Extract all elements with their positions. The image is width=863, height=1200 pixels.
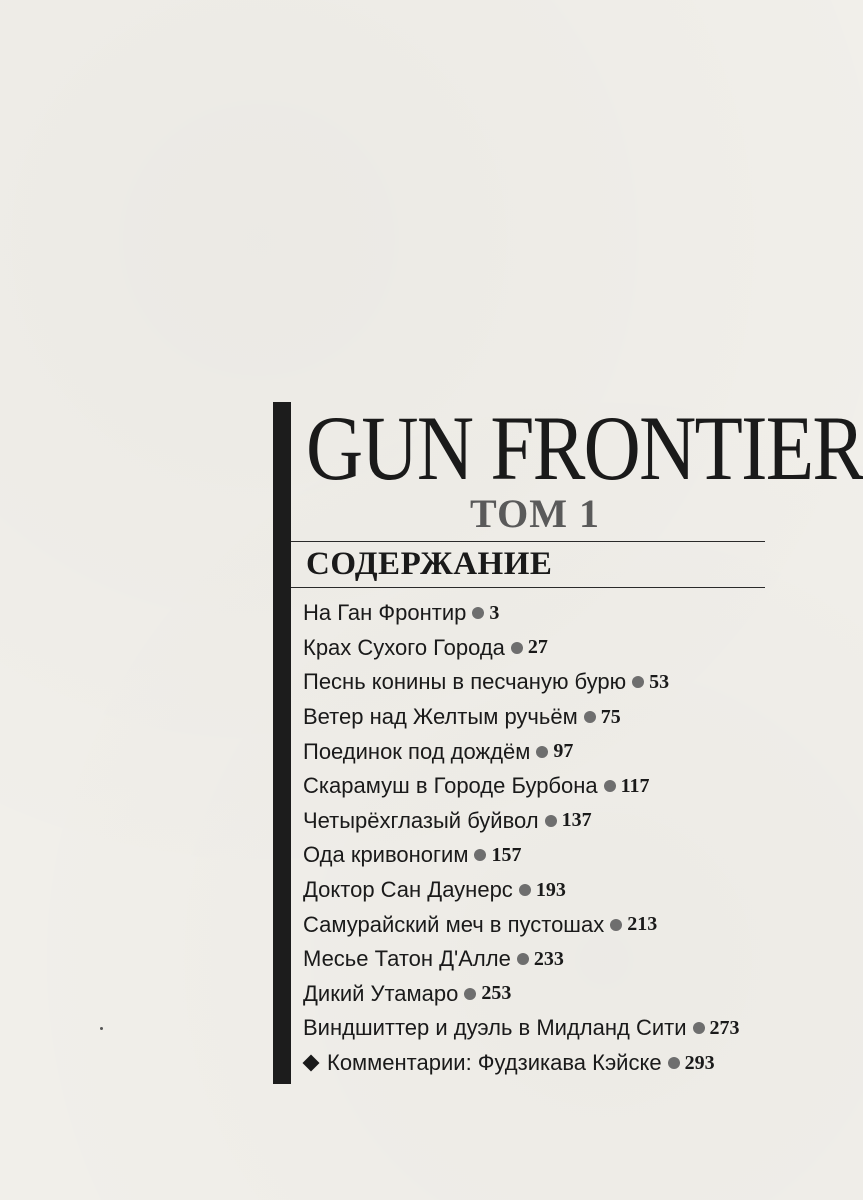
toc-item-page: 253 — [481, 982, 512, 1005]
toc-item — [303, 1046, 798, 1081]
toc-item-page: 3 — [489, 601, 500, 624]
toc-item-page: 157 — [491, 843, 522, 866]
toc-item — [303, 596, 798, 631]
toc-item-title: Песнь конины в песчаную бурю — [303, 669, 627, 695]
toc-item-page: 233 — [533, 947, 564, 970]
toc-item-title: Ветер над Желтым ручьём — [303, 704, 578, 730]
vertical-bar — [273, 402, 291, 1084]
toc-item — [303, 734, 798, 769]
toc-item — [303, 665, 798, 700]
toc-item — [303, 631, 798, 666]
toc-item-page: 117 — [620, 774, 650, 797]
dot-separator-icon — [472, 607, 484, 619]
contents-heading: СОДЕРЖАНИЕ — [306, 546, 553, 582]
dot-separator-icon — [632, 676, 644, 688]
dot-separator-icon — [519, 884, 531, 896]
dot-separator-icon — [610, 919, 622, 931]
toc-item — [303, 942, 798, 977]
divider-bottom — [291, 587, 765, 588]
toc-item-title: Месье Татон Д'Алле — [303, 946, 511, 972]
dot-separator-icon — [584, 711, 596, 723]
toc-item-page: 273 — [709, 1016, 740, 1039]
dot-separator-icon — [464, 988, 476, 1000]
table-of-contents — [303, 596, 798, 1080]
volume-label: ТОМ 1 — [470, 491, 601, 536]
toc-item-title: Виндшиттер и дуэль в Мидланд Сити — [303, 1015, 687, 1041]
dot-separator-icon — [545, 815, 557, 827]
toc-item-title: Крах Сухого Города — [303, 634, 505, 660]
toc-item-title: Скарамуш в Городе Бурбона — [303, 773, 598, 799]
toc-item-page: 75 — [600, 705, 621, 728]
diamond-bullet-icon — [303, 1055, 320, 1072]
toc-item-title: Доктор Сан Даунерс — [303, 877, 513, 903]
toc-item-page: 137 — [561, 809, 592, 832]
toc-item-title: Ода кривоногим — [303, 842, 469, 868]
toc-item-page: 293 — [684, 1051, 715, 1074]
toc-item-title: Дикий Утамаро — [303, 980, 459, 1006]
paper-speck — [100, 1027, 103, 1030]
toc-item-page: 53 — [649, 670, 670, 693]
toc-item — [303, 769, 798, 804]
dot-separator-icon — [517, 953, 529, 965]
toc-item-title: Четырёхглазый буйвол — [303, 807, 539, 833]
dot-separator-icon — [511, 642, 523, 654]
toc-item-title: Поединок под дождём — [303, 738, 531, 764]
toc-item-page: 27 — [527, 636, 548, 659]
toc-item-title: Комментарии: Фудзикава Кэйске — [327, 1050, 662, 1076]
toc-item-page: 97 — [553, 740, 574, 763]
dot-separator-icon — [604, 780, 616, 792]
dot-separator-icon — [474, 849, 486, 861]
toc-item — [303, 977, 798, 1012]
toc-item-title: Самурайский меч в пустошах — [303, 911, 605, 937]
toc-item — [303, 873, 798, 908]
dot-separator-icon — [668, 1057, 680, 1069]
book-title: GUN FRONTIER — [306, 397, 863, 499]
toc-item — [303, 804, 798, 839]
toc-item — [303, 907, 798, 942]
toc-item — [303, 1011, 798, 1046]
toc-item — [303, 838, 798, 873]
dot-separator-icon — [536, 746, 548, 758]
toc-item-page: 213 — [627, 913, 658, 936]
toc-item — [303, 700, 798, 735]
divider-top — [291, 541, 765, 542]
toc-item-page: 193 — [535, 878, 566, 901]
dot-separator-icon — [693, 1022, 705, 1034]
toc-item-title: На Ган Фронтир — [303, 600, 467, 626]
